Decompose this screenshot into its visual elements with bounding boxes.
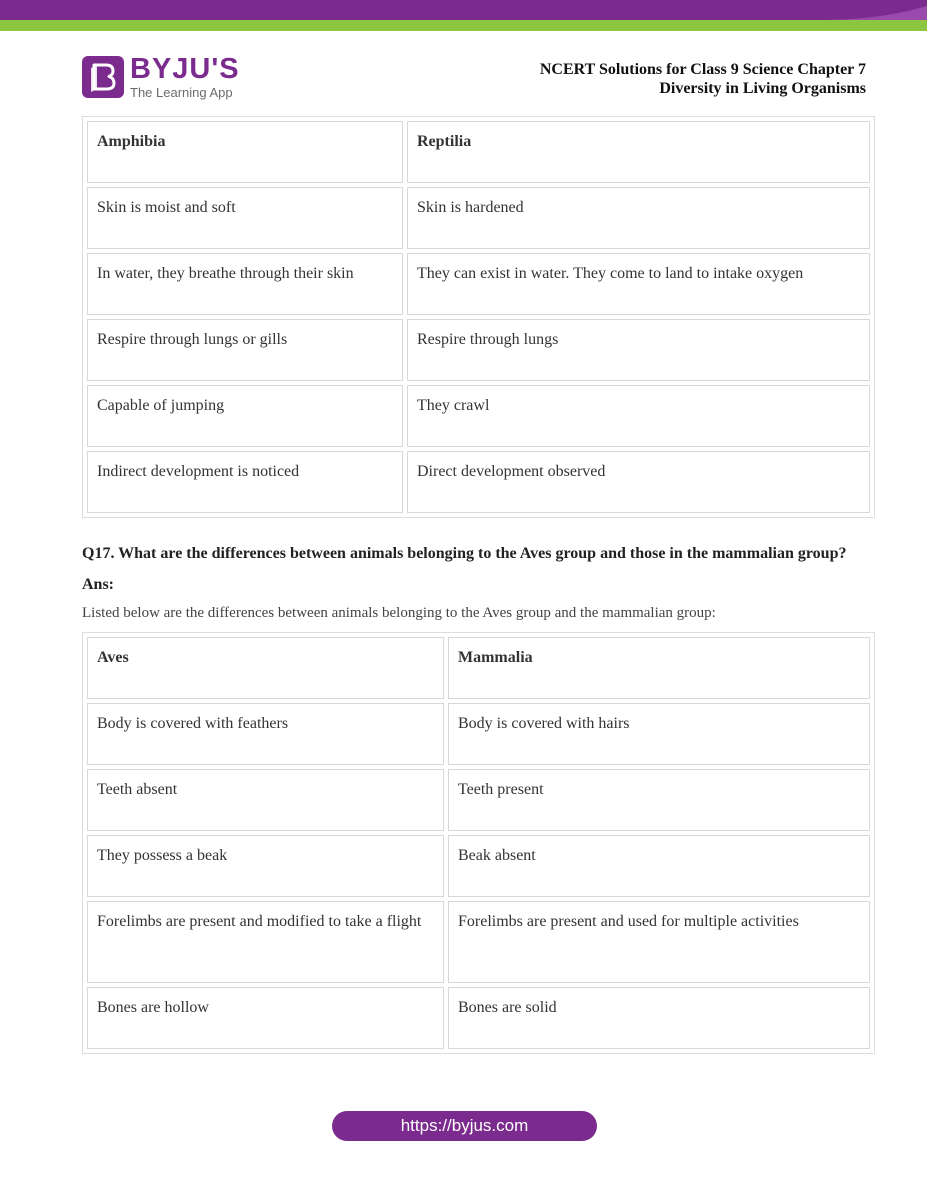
table-row [87, 769, 870, 831]
table-row [87, 835, 870, 897]
table-row [87, 901, 870, 983]
table-cell: Skin is moist and soft [87, 187, 403, 249]
table-row [87, 385, 870, 447]
table-row [87, 451, 870, 513]
table-header-cell: Aves [87, 637, 444, 699]
table-header-row [87, 121, 870, 183]
table-cell: Bones are solid [448, 987, 870, 1049]
table-cell: They can exist in water. They come to land to intake oxygen [407, 253, 870, 315]
table-row [87, 703, 870, 765]
byjus-logo-icon [82, 56, 124, 98]
brand-name: BYJU'S [130, 53, 240, 85]
table-cell: Teeth absent [87, 769, 444, 831]
table-cell: They crawl [407, 385, 870, 447]
amphibia-reptilia-table [82, 116, 875, 518]
byjus-logo [82, 54, 240, 100]
table-cell: Bones are hollow [87, 987, 444, 1049]
table-row [87, 253, 870, 315]
table-cell: Forelimbs are present and modified to take a flight [87, 901, 444, 983]
table-header-row [87, 637, 870, 699]
table-cell: Respire through lungs [407, 319, 870, 381]
brand-tagline: The Learning App [130, 85, 233, 100]
answer-intro: Listed below are the differences between animals belonging to the Aves group and the mammalian group: [82, 605, 716, 621]
table-row [87, 319, 870, 381]
table-cell: They possess a beak [87, 835, 444, 897]
question-text: Q17. What are the differences between animals belonging to the Aves group and those in the mammalian group? [82, 545, 847, 562]
answer-label: Ans: [82, 576, 115, 593]
table-cell: Body is covered with hairs [448, 703, 870, 765]
table-cell: Indirect development is noticed [87, 451, 403, 513]
table-row [87, 187, 870, 249]
document-title [540, 60, 866, 98]
aves-mammalia-table [82, 632, 875, 1054]
document-title-line1: NCERT Solutions for Class 9 Science Chapter 7 [539, 61, 866, 78]
table-cell: Body is covered with feathers [87, 703, 444, 765]
top-decorative-band [0, 0, 927, 34]
footer-url-link[interactable]: https://byjus.com [332, 1111, 597, 1141]
table-cell: Respire through lungs or gills [87, 319, 403, 381]
table-cell: Capable of jumping [87, 385, 403, 447]
table-cell: Forelimbs are present and used for multiple activities [448, 901, 870, 983]
table-cell: Direct development observed [407, 451, 870, 513]
table-row [87, 987, 870, 1049]
table-header-cell: Mammalia [448, 637, 870, 699]
document-title-line2: Diversity in Living Organisms [659, 80, 866, 97]
table-cell: Teeth present [448, 769, 870, 831]
table-header-cell: Reptilia [407, 121, 870, 183]
table-header-cell: Amphibia [87, 121, 403, 183]
table-cell: Beak absent [448, 835, 870, 897]
table-cell: In water, they breathe through their skin [87, 253, 403, 315]
table-cell: Skin is hardened [407, 187, 870, 249]
